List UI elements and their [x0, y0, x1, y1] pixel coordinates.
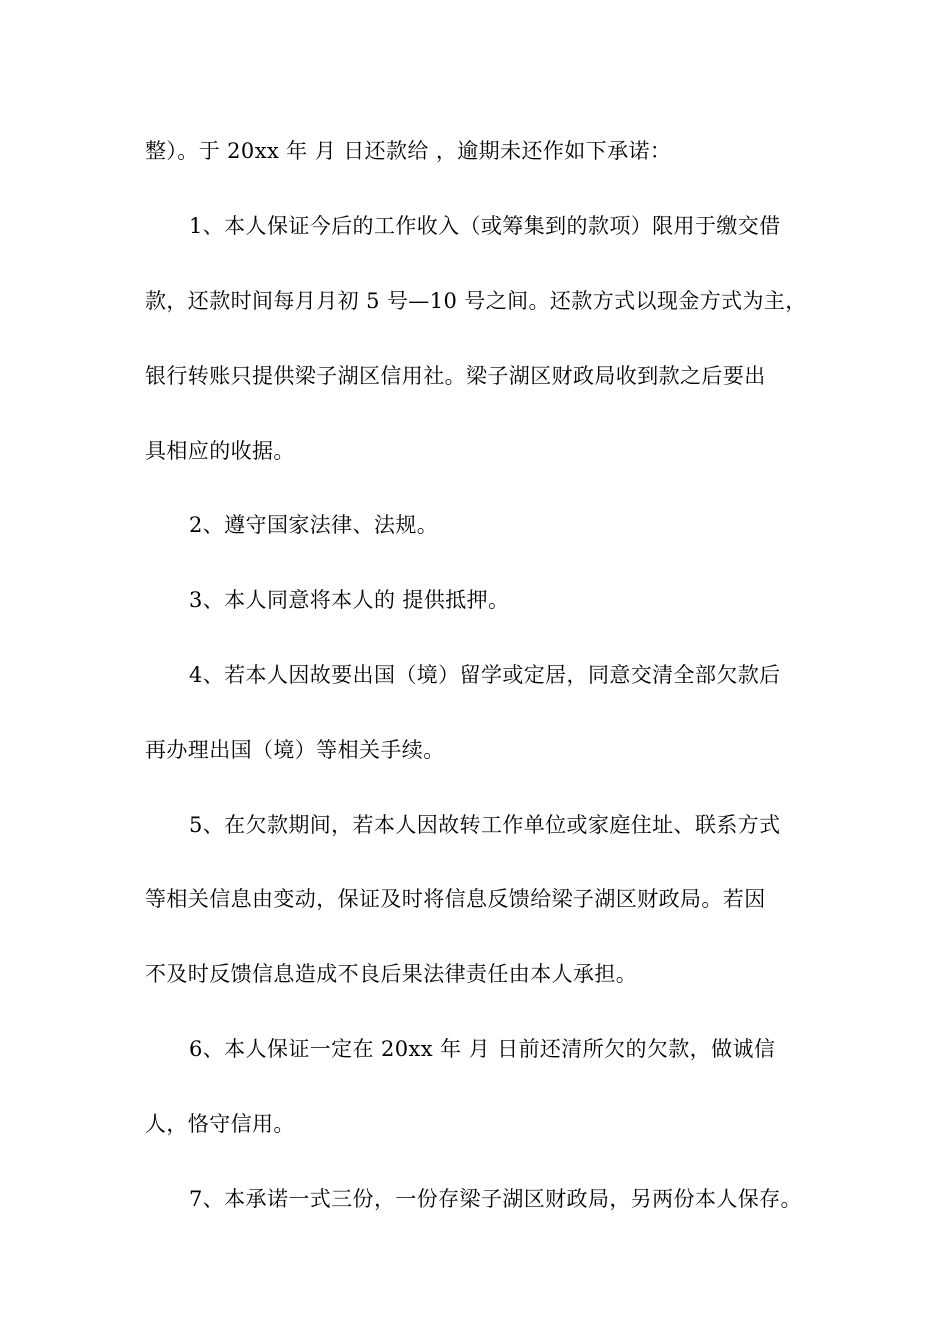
text-line: 银行转账只提供梁子湖区信用社。梁子湖区财政局收到款之后要出 [145, 364, 766, 388]
text-line: 不及时反馈信息造成不良后果法律责任由本人承担。 [145, 962, 638, 986]
text-line: 2、遵守国家法律、法规。 [189, 513, 439, 537]
text-line: 具相应的收据。 [145, 439, 295, 463]
text-line: 5、在欠款期间，若本人因故转工作单位或家庭住址、联系方式 [189, 813, 781, 837]
text-line: 1、本人保证今后的工作收入（或筹集到的款项）限用于缴交借 [189, 214, 781, 238]
text-line: 款，还款时间每月月初 5 号—10 号之间。还款方式以现金方式为主， [145, 289, 807, 313]
text-line: 人，恪守信用。 [145, 1112, 295, 1136]
text-line: 整）。于 20xx 年 月 日还款给 ，逾期未还作如下承诺： [145, 139, 672, 163]
text-line: 4、若本人因故要出国（境）留学或定居，同意交清全部欠款后 [189, 663, 781, 687]
text-line: 7、本承诺一式三份，一份存梁子湖区财政局，另两份本人保存。 [189, 1187, 802, 1211]
text-line: 3、本人同意将本人的 提供抵押。 [189, 588, 510, 612]
text-line: 6、本人保证一定在 20xx 年 月 日前还清所欠的欠款，做诚信 [189, 1037, 776, 1061]
text-line: 等相关信息由变动，保证及时将信息反馈给梁子湖区财政局。若因 [145, 887, 766, 911]
text-line: 再办理出国（境）等相关手续。 [145, 738, 445, 762]
